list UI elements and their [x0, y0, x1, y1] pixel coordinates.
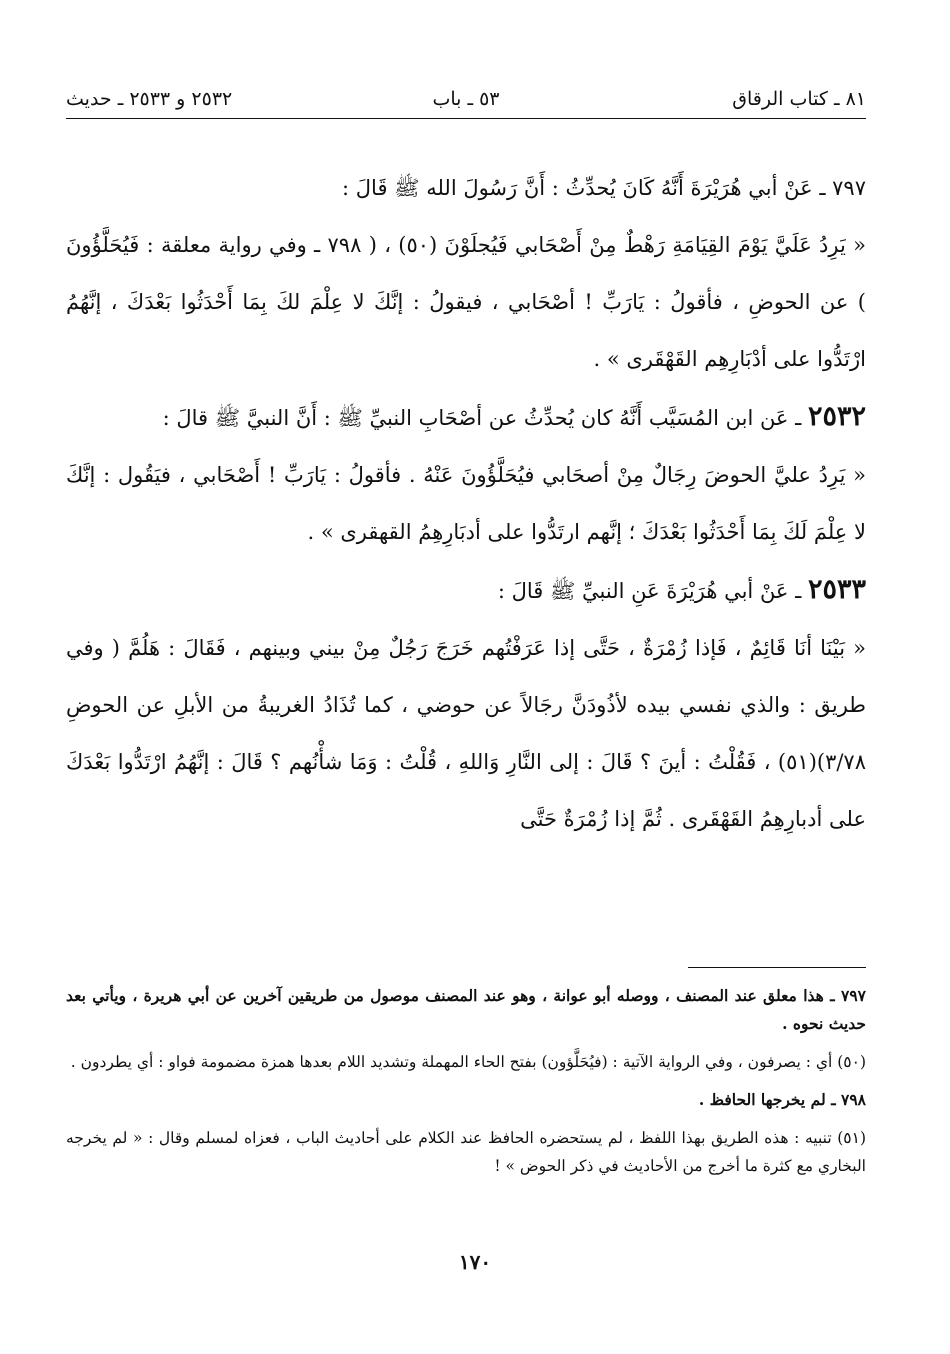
footnote-separator [688, 967, 866, 968]
main-text [66, 160, 866, 848]
hadith-797-intro: ٧٩٧ ـ عَنْ أبي هُرَيْرَةَ أَنَّهُ كَانَ يُحدِّثُ : أَنَّ رَسُولَ الله ﷺ قَالَ : [342, 176, 866, 200]
hadith-2532-text: « يَرِدُ عليَّ الحوضَ رِجَالٌ مِنْ أصحَابي فيُحَلَّؤُونَ عَنْهُ . فأقولُ : يَارَبِّ ! أَصْحَابي ، فيَقُول : إنَّكَ لا عِلْمَ لَكَ بِمَا أَحْدَثُوا بَعْدَكَ ؛ إنَّهم ارتَدُّوا على أدبَارِهِمُ القهقرى » . [66, 463, 866, 544]
header-book-title: ٨١ ـ كتاب الرقاق [732, 88, 866, 110]
hadith-2533-intro [66, 561, 866, 620]
hadith-2532-isnad: ـ عَن ابن المُسَيَّب أَنَّهُ كان يُحدِّثُ عن أصْحَابِ النبيِّ ﷺ : أَنَّ النبيَّ ﷺ قالَ : [162, 406, 802, 430]
footnote-798: ٧٩٨ ـ لم يخرجها الحافظ . [698, 1090, 866, 1109]
header-chapter: ٥٣ ـ باب [432, 88, 500, 110]
page-number: ١٧٠ [458, 1250, 492, 1274]
hadith-2533-text: « بَيْنَا أنَا قَائِمٌ ، فَإذا زُمْرَةٌ ، حَتَّى إذا عَرَفْتُهم خَرَجَ رَجُلٌ مِنْ بيني وبينهم ، فَقَالَ : هَلُمَّ ( وفي طريق : والذي نفسي بيده لأذُودَنَّ رجَالاً عن حوضي ، كما تُذَادُ الغريبةُ من الأبلِ عن الحوضِ ٣/٧٨)(٥١) ، فَقُلْتُ : أينَ ؟ قَالَ : إلى النَّارِ وَاللهِ ، قُلْتُ : وَمَا شأْنُهم ؟ قَالَ : إنَّهُمُ ارْتَدُّوا بَعْدَكَ على أدبارِهِمُ القَهْقَرى . ثُمَّ إذا زُمْرَةٌ حَتَّى [66, 636, 866, 831]
running-header [66, 82, 866, 119]
hadith-2533-number: ٢٥٣٣ [807, 574, 866, 605]
footnote-797: ٧٩٧ ـ هذا معلق عند المصنف ، ووصله أبو عوانة ، وهو عند المصنف موصول من طريقين آخرين عن أبي هريرة ، ويأتي بعد حديث نحوه . [66, 986, 866, 1033]
header-hadith-range: ٢٥٣٢ و ٢٥٣٣ ـ حديث [66, 88, 233, 110]
hadith-2533-isnad: ـ عَنْ أبي هُرَيْرَةَ عَنِ النبيِّ ﷺ قَالَ : [497, 579, 802, 603]
hadith-2532-intro [66, 388, 866, 447]
footnote-50: (٥٠) أي : يصرفون ، وفي الرواية الآتية : (فيُحَلَّؤون) بفتح الحاء المهملة وتشديد اللام بعدها همزة مضمومة فواو : أي يطردون . [70, 1053, 866, 1071]
footnote-51: (٥١) تنبيه : هذه الطريق بهذا اللفظ ، لم يستحضره الحافظ عند الكلام على أحاديث الباب ، فعزاه لمسلم وقال : « لم يخرجه البخاري مع كثرة ما أخرج من الأحاديث في ذكر الحوض » ! [66, 1129, 866, 1175]
hadith-797-text: « يَرِدُ عَلَيَّ يَوْمَ القِيَامَةِ رَهْطٌ مِنْ أَصْحَابي فَيُجلَوْنَ (٥٠) ، ( ٧٩٨ ـ وفي رواية معلقة : فَيُحَلَّؤُونَ ) عن الحوضِ ، فأقولُ : يَارَبِّ ! أصْحَابي ، فيقولُ : إنَّكَ لا عِلْمَ لكَ بِمَا أَحْدَثُوا بَعْدَكَ ، إنَّهُمُ ارْتَدُّوا على أدْبَارِهِم القَهْقَرى » . [66, 233, 866, 371]
hadith-2532-number: ٢٥٣٢ [807, 401, 866, 432]
footnotes [66, 982, 866, 1190]
